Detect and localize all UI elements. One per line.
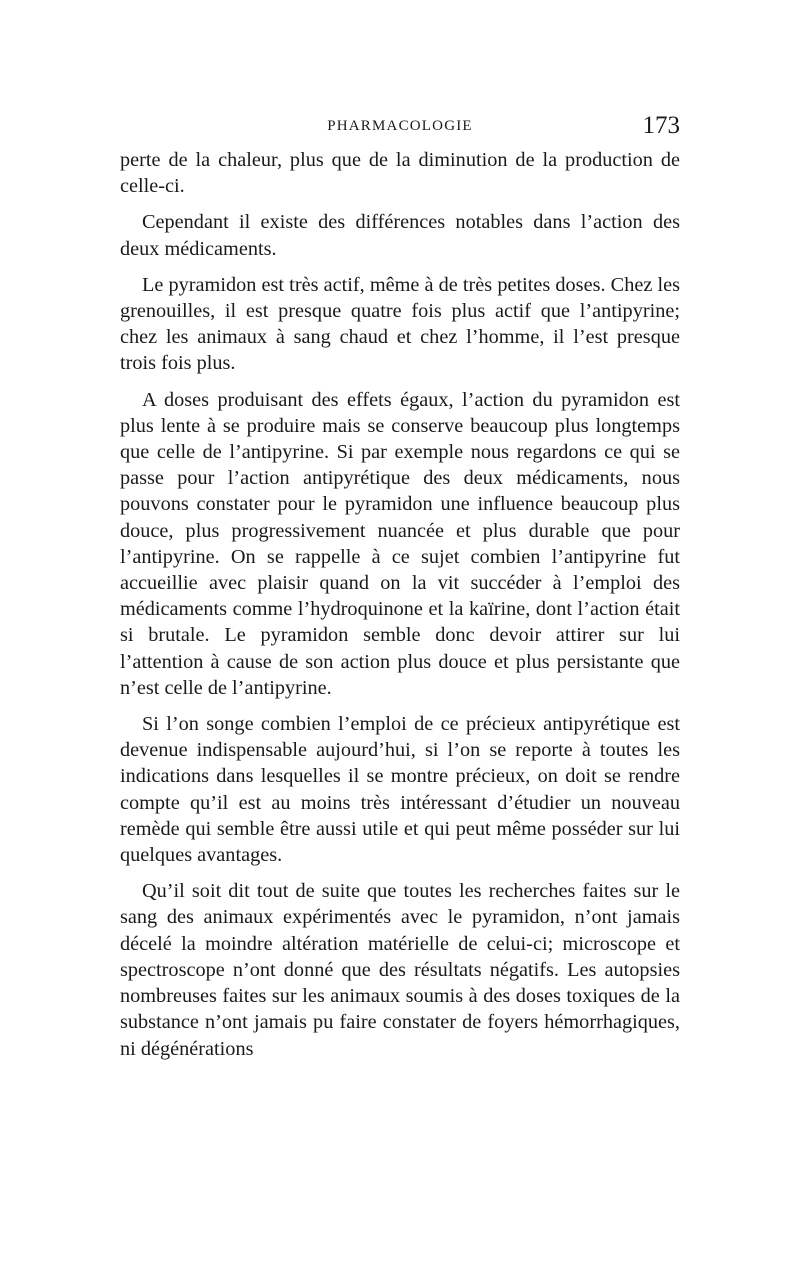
running-title: PHARMACOLOGIE <box>327 118 473 134</box>
body-text <box>120 147 680 1072</box>
paragraph: Le pyramidon est très actif, même à de très petites doses. Chez les grenouilles, il est presque quatre fois plus actif que l’antipyrine; chez les animaux à sang chaud et chez l’homme, il l’est presque trois fois plus. <box>120 273 680 375</box>
paragraph: Cependant il existe des différences notables dans l’action des deux médicaments. <box>120 211 680 260</box>
paragraph: A doses produisant des effets égaux, l’action du pyramidon est plus lente à se produire mais se conserve beaucoup plus longtemps que celle de l’antipyrine. Si par exemple nous regardons ce qui se passe pour l’action antipyrétique des deux médicaments, nous pouvons constater pour le pyramidon une influence beaucoup plus douce, plus progressivement nuancée et plus durable que pour l’antipyrine. On se rappelle à ce sujet combien l’antipyrine fut accueillie avec plaisir quand on la vit succéder à l’emploi des médicaments comme l’hydroquinone et la kaïrine, dont l’action était si brutale. Le pyramidon semble donc devoir attirer sur lui l’attention à cause de son action plus douce et plus persistante que n’est celle de l’antipyrine. <box>120 388 680 699</box>
running-head <box>120 112 680 144</box>
page-number: 173 <box>642 112 680 139</box>
paragraph-continuation: perte de la chaleur, plus que de la diminution de la production de celle-ci. <box>120 149 680 198</box>
paragraph: Qu’il soit dit tout de suite que toutes les recherches faites sur le sang des animaux expérimentés avec le pyramidon, n’ont jamais décelé la moindre altération matérielle de celui-ci; microscope et spectroscope n’ont donné que des résultats négatifs. Les autopsies nombreuses faites sur les animaux soumis à des doses toxiques de la substance n’ont jamais pu faire constater de foyers hémorrhagiques, ni dégénérations <box>120 880 680 1060</box>
paragraph: Si l’on songe combien l’emploi de ce précieux antipyrétique est devenue indispensable aujourd’hui, si l’on se reporte à toutes les indications dans lesquelles il se montre précieux, on doit se rendre compte qu’il est au moins très intéressant d’étudier un nouveau remède qui semble être aussi utile et qui peut même posséder sur lui quelques avantages. <box>120 713 680 867</box>
